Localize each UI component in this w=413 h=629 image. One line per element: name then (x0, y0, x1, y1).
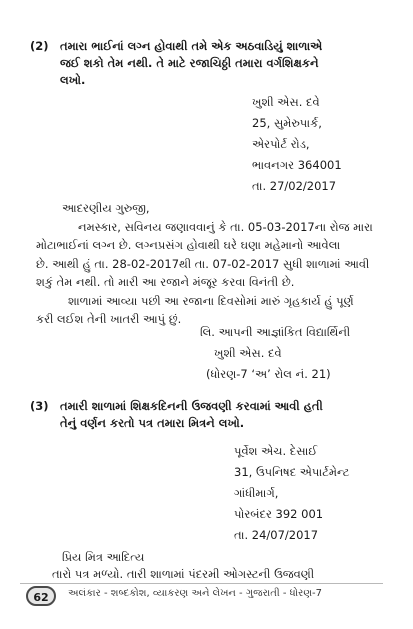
question-number: (2) (30, 39, 49, 53)
body-line: શાળામાં આવ્યા પછી આ રજાના દિવસોમાં મારું ગૃહકાર્ય હું પૂર્ણ (68, 293, 354, 308)
question-number: (3) (30, 399, 49, 413)
salutation: આદરણીય ગુરુજી, (62, 201, 150, 215)
sender-address (252, 92, 342, 197)
signature-block (200, 322, 350, 385)
body-line: શકું તેમ નથી. તો મારી આ રજાને મંજૂર કરવા વિનંતી છે. (36, 275, 295, 289)
question-2 (30, 38, 383, 94)
question-text (60, 38, 383, 89)
page-number: 62 (26, 586, 56, 606)
closing-line: લિ. આપની આજ્ઞાંકિત વિદ્યાર્થિની (200, 325, 351, 339)
address-line: 25, સુમેરુપાર્ક, (252, 116, 322, 130)
address-line: ગાંધીમાર્ગ, (234, 486, 279, 500)
address-line: ખુશી એસ. દવે (252, 95, 320, 109)
footer-title: અલંકાર - શબ્દકોશ, વ્યાકરણ અને લેખન - ગુજરાતી - ધોરણ-7 (68, 588, 323, 599)
address-line: પોરબંદર 392 001 (234, 507, 324, 521)
body-line: તારો પત્ર મળ્યો. તારી શાળામાં પંદરમી ઓગસ્ટની ઉજવણી (52, 567, 315, 581)
page-footer (20, 583, 383, 608)
letter-body (62, 549, 383, 566)
question-line: લખો. (60, 73, 86, 87)
address-line: ભાવનગર 364001 (252, 158, 342, 172)
body-line: મોટાભાઈનાં લગ્ન છે. લગ્નપ્રસંગ હોવાથી ઘરે ઘણા મહેમાનો આવેલા (36, 238, 341, 252)
body-line: નમસ્કાર, સવિનય જણાવવાનું કે તા. 05-03-2017ના રોજ મારા (78, 219, 373, 234)
address-line: 31, ઉપનિષદ એપાર્ટમેન્ટ (234, 465, 350, 479)
address-line: પૂર્વેશ એચ. દેસાઈ (234, 444, 318, 458)
body-line: છે. આથી હું તા. 28-02-2017થી તા. 07-02-2017 સુધી શાળામાં આવી (36, 256, 370, 271)
question-line: તમારા ભાઈનાં લગ્ન હોવાથી તમે એક અઠવાડિયું શાળાએ (60, 39, 323, 53)
signature-class: (ધોરણ-7 ‘અ’ રોલ નં. 21) (206, 367, 331, 381)
question-3 (30, 398, 383, 436)
letter-body (36, 199, 383, 329)
question-line: તેનું વર્ણન કરતો પત્ર તમારા મિત્રને લખો. (60, 416, 245, 430)
sender-address (234, 441, 349, 546)
address-line: એરપોર્ટ રોડ, (252, 137, 310, 151)
question-text (60, 398, 383, 432)
signature-name: ખુશી એસ. દવે (214, 346, 282, 360)
letter-date: તા. 27/02/2017 (252, 179, 337, 193)
body-line: કરી લઈશ તેની ખાતરી આપું છું. (36, 312, 182, 326)
letter-body-continued (36, 566, 383, 583)
salutation: પ્રિય મિત્ર આદિત્ય (62, 550, 145, 564)
question-line: જઈ શકો તેમ નથી. તે માટે રજાચિઠ્ઠી તમારા વર્ગશિક્ષકને (60, 56, 319, 70)
letter-date: તા. 24/07/2017 (234, 528, 319, 542)
question-line: તમારી શાળામાં શિક્ષકદિનની ઉજવણી કરવામાં આવી હતી (60, 399, 323, 413)
